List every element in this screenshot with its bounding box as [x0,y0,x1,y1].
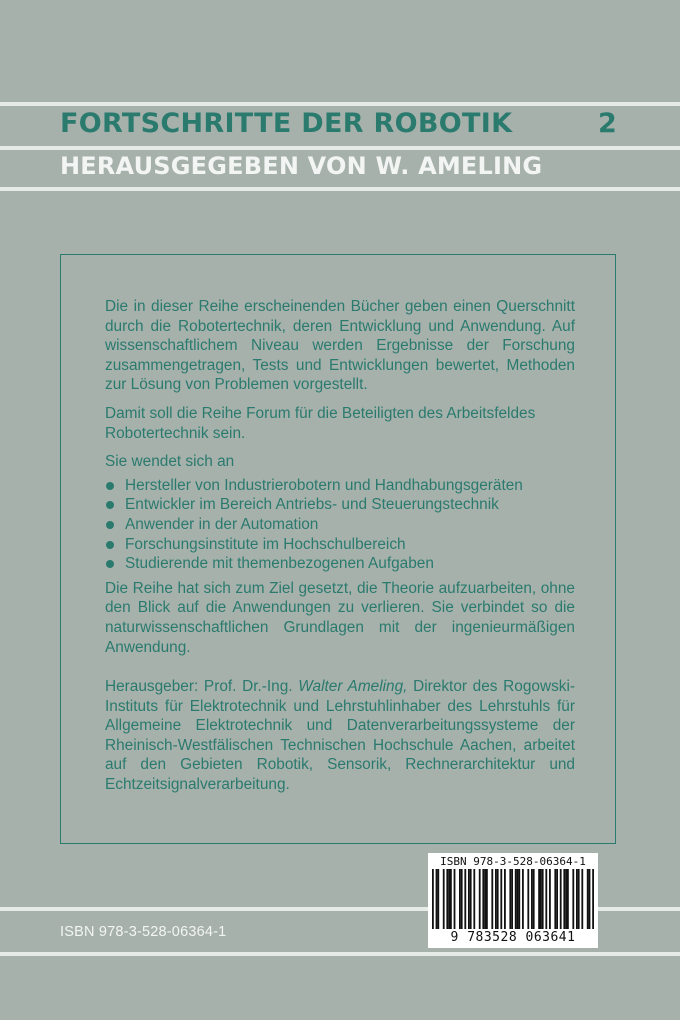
volume-number: 2 [598,108,617,139]
barcode-bar [572,869,574,929]
bullet-dot-icon [106,482,114,490]
audience-item: Forschungsinstitute im Hochschulbereich [105,535,575,555]
barcode-bar [540,869,542,929]
barcode-bar [517,869,519,929]
barcode-bar [495,869,497,929]
barcode-bar [470,869,472,929]
barcode-bar [578,869,580,929]
barcode-bar [486,869,488,929]
editor-prefix: Herausgeber: Prof. Dr.-Ing. [105,678,293,696]
barcode-bar [563,869,565,929]
barcode-bar [538,869,540,929]
barcode-bar [468,869,470,929]
barcode-bar [459,869,461,929]
barcode-bar [565,869,567,929]
barcode-bar [473,869,475,929]
barcode-bar [592,869,594,929]
barcode-bar [549,869,551,929]
bullet-dot-icon [106,541,114,549]
barcode-bar [504,869,506,929]
barcode-bar [437,869,439,929]
barcode-isbn-label: ISBN 978-3-528-06364-1 [440,855,586,868]
description-text [105,297,575,795]
barcode-bar [542,869,544,929]
barcode-bar [560,869,562,929]
barcode-bar [554,869,556,929]
barcode-bar [436,869,438,929]
barcode-bar [497,869,499,929]
barcode-bar [576,869,578,929]
barcode-bar [432,869,434,929]
barcode-bar [464,869,466,929]
barcode-bar [448,869,450,929]
barcode-bars [432,869,594,929]
editor-name: Walter Ameling, [298,678,408,696]
goal-paragraph: Die Reihe hat sich zum Ziel gesetzt, die Theorie aufzuarbeiten, ohne den Blick auf die Anwendungen zu verlieren. Sie verbindet so die naturwissenschaftlichen Grundlagen mit der ingenieurmäßigen Anwendung. [105,579,575,656]
bottom-rule-2 [0,952,680,956]
audience-list [105,476,575,574]
barcode-bar [509,869,511,929]
barcode-bar [450,869,452,929]
barcode-bar [531,869,533,929]
barcode-digits: 9 783528 063641 [450,930,576,945]
barcode-bar [511,869,513,929]
barcode-bar [446,869,448,929]
barcode-bar [518,869,520,929]
audience-item: Entwickler im Bereich Antriebs- und Steuerungstechnik [105,495,575,515]
intro-paragraph: Die in dieser Reihe erscheinenden Bücher geben einen Querschnitt durch die Robotertechnik, deren Entwicklung und Anwendung. Auf wissenschaftlichem Niveau werden Ergebnisse der Forschung zusammengetragen, Tests und Entwicklungen bewertet, Methoden zur Lösung von Problemen vorgestellt. [105,298,575,394]
barcode [428,853,598,948]
editor-paragraph [105,677,575,795]
editor-line: HERAUSGEGEBEN VON W. AMELING [60,152,543,180]
barcode-bar [443,869,445,929]
barcode-bar [500,869,502,929]
series-title: FORTSCHRITTE DER ROBOTIK [60,108,513,139]
forum-paragraph: Damit soll die Reihe Forum für die Beteiligten des Arbeitsfeldes Robotertechnik sein. [105,404,536,442]
barcode-bar [454,869,456,929]
bullet-dot-icon [106,521,114,529]
isbn-text: ISBN 978-3-528-06364-1 [60,924,227,940]
barcode-bar [479,869,481,929]
barcode-bar [587,869,589,929]
top-rule-1 [0,102,680,106]
barcode-bar [515,869,517,929]
top-rule-3 [0,187,680,191]
barcode-bar [461,869,463,929]
bullet-dot-icon [106,560,114,568]
audience-item: Hersteller von Industrierobotern und Handhabungsgeräten [105,476,575,496]
audience-intro: Sie wendet sich an [105,453,235,471]
barcode-bar [556,869,558,929]
barcode-bar [581,869,583,929]
barcode-bar [545,869,547,929]
barcode-bar [533,869,535,929]
audience-item: Anwender in der Automation [105,515,575,535]
barcode-bar [484,869,486,929]
audience-item: Studierende mit themenbezogenen Aufgaben [105,554,575,574]
bullet-dot-icon [106,501,114,509]
barcode-bar [482,869,484,929]
editor-bio: Direktor des Rogowski-Instituts für Elektrotechnik und Lehrstuhlinhaber des Lehrstuhls für Allgemeine Elektrotechnik und Datenverarbeitungssysteme der Rheinisch-Westfälischen Technischen Hochschule Aachen, arbeitet auf den Gebieten Robotik, Sensorik, Rechnerarchitektur und Echtzeitsignalverarbeitung. [105,678,576,794]
barcode-bar [491,869,493,929]
top-rule-2 [0,146,680,150]
barcode-bar [567,869,569,929]
barcode-bar [589,869,591,929]
barcode-bar [522,869,524,929]
barcode-bar [527,869,529,929]
